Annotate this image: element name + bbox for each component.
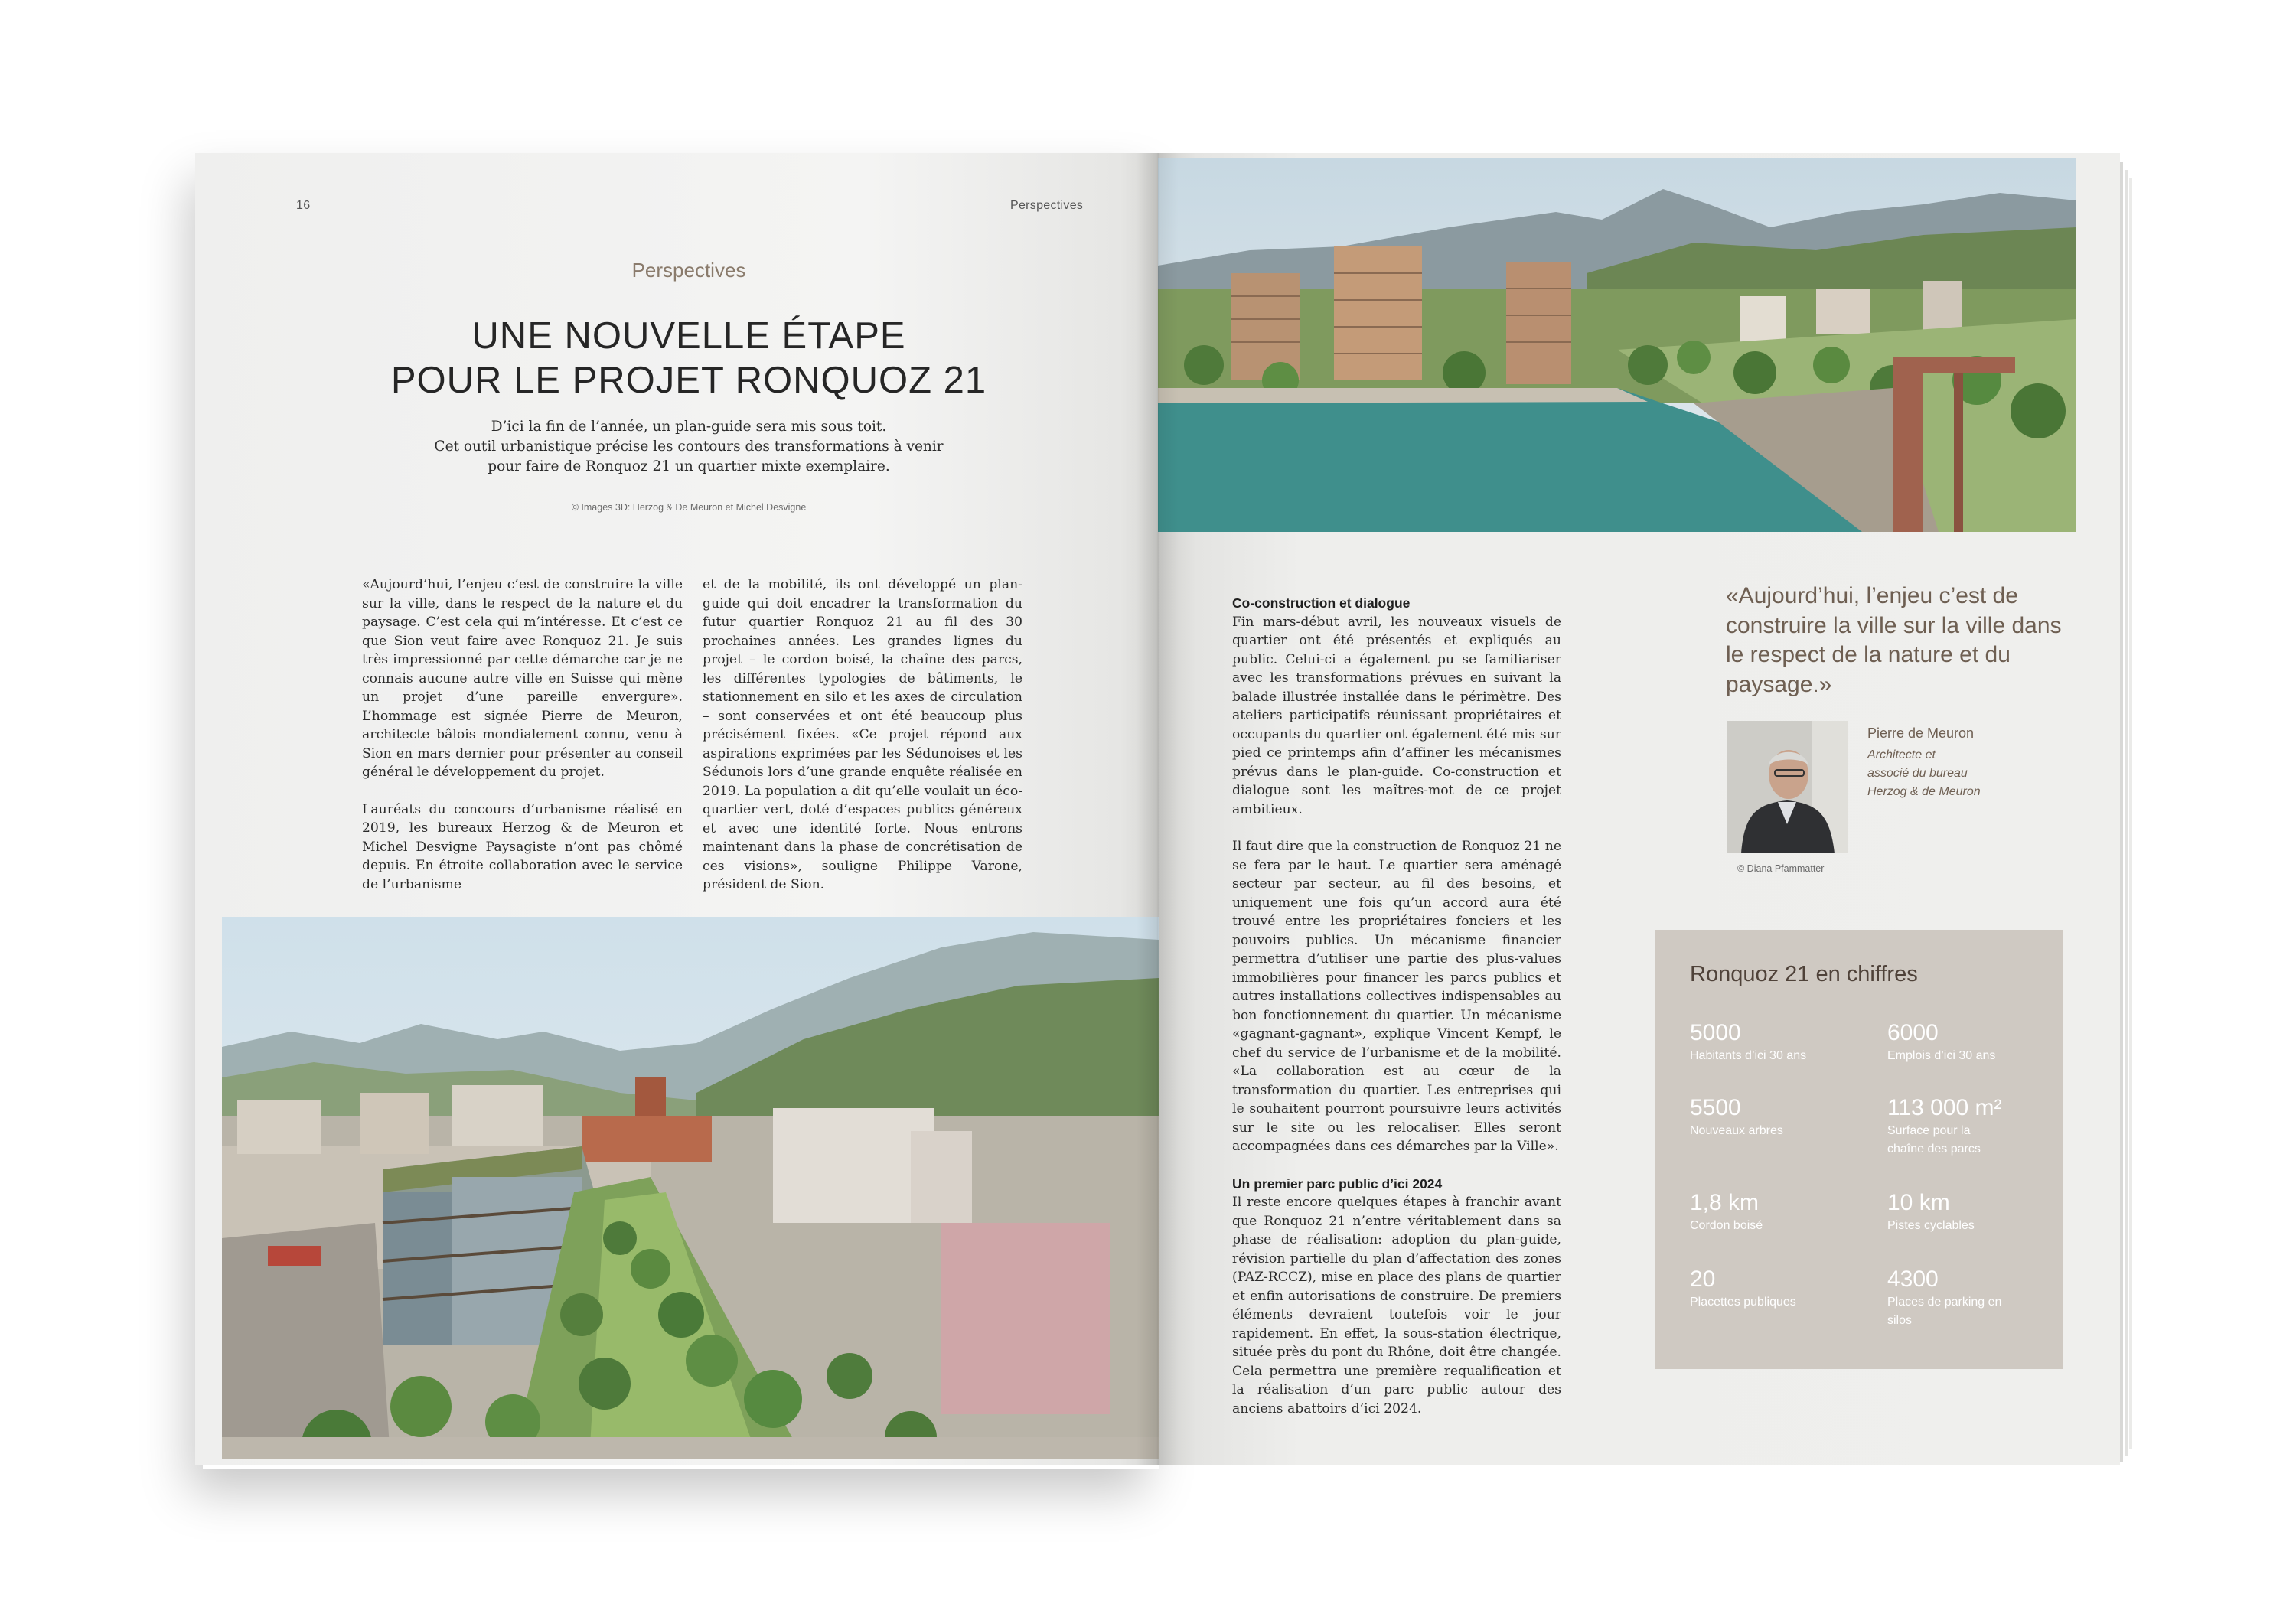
- person-role: [1867, 746, 2051, 801]
- article-lead: [360, 417, 1018, 477]
- portrait-photo: [1727, 721, 1848, 853]
- subheading: Co-construction et dialogue: [1232, 595, 1411, 611]
- stat-label: Habitants d’ici 30 ans: [1690, 1049, 1807, 1062]
- paragraph: et de la mobilité, ils ont développé un plan-guide qui doit encadrer la transformation du futur quartier Ronquoz 21 au fil des 30 prochaines années. Les grandes lignes du projet – le cordon boisé, la chaîne des parcs, les différentes typologies de bâtiments, le stationnement en silo et les axes de circulation – sont conservées et ont été beaucoup plus précisément fixées. «Ce projet répond aux aspirations exprimées par les Sédunoises et les Sédunois lors d’une grande enquête réalisée en 2019. La population a dit qu’elle voulait un éco-quartier vert, doté d’espaces publics généreux et avec une identité forte. Nous entrons maintenant dans la phase de concrétisation de ces visions», souligne Philippe Varone, président de Sion.: [703, 577, 1022, 892]
- riverside-rendering-illustration: [1158, 158, 2076, 532]
- stat-label: Cordon boisé: [1690, 1219, 1763, 1232]
- right-body-column: [1232, 594, 1561, 1436]
- stat-number: 4300: [1887, 1267, 1939, 1292]
- stat-label: Pistes cyclables: [1887, 1219, 1975, 1232]
- article-title: [360, 314, 1018, 403]
- stats-title: Ronquoz 21 en chiffres: [1690, 962, 1918, 986]
- stat-number: 6000: [1887, 1020, 1939, 1045]
- portrait-credit: © Diana Pfammatter: [1737, 863, 1825, 874]
- paragraph: Fin mars-début avril, les nouveaux visuels de quartier ont été présentés et expliqués au public. Celui-ci a également pu se familiariser avec les transformations prévues en suivant la balade illustrée installée dans le périmètre. Des ateliers participatifs réunissant propriétaires et occupants du quartier ont également été mis sur pied ce printemps afin d’affiner les mécanismes prévus dans le plan-guide. Co-construction et dialogue sont les maîtres-mot de ce projet ambitieux.: [1232, 614, 1561, 817]
- stat-item: [1887, 1019, 2025, 1065]
- stats-box: [1655, 930, 2063, 1369]
- aerial-rendering-photo: [222, 917, 1159, 1459]
- stat-item: [1690, 1266, 1828, 1312]
- page-number: 16: [296, 199, 311, 212]
- running-head: Perspectives: [1010, 199, 1084, 212]
- person-name: Pierre de Meuron: [1867, 725, 1975, 741]
- stat-number: 1,8 km: [1690, 1190, 1760, 1215]
- stat-item: [1887, 1094, 2002, 1159]
- paragraph: «Aujourd’hui, l’enjeu c’est de construire la ville sur la ville, dans le respect de la nature et du paysage. C’est cela qui m’intéresse. Et c’est ce que Sion veut faire avec Ronquoz 21. Je suis très impressionné par cette démarche car je ne connais aucune autre ville en Suisse qui mène un projet d’une pareille envergure». L’hommage est signée Pierre de Meuron, architecte bâlois mondialement connu, venu à Sion en mars dernier pour présenter au conseil général le développement du projet.: [362, 577, 683, 780]
- portrait-illustration: [1727, 721, 1848, 853]
- stat-item: [1690, 1094, 1828, 1140]
- title-line: UNE NOUVELLE ÉTAPE: [471, 315, 906, 357]
- page-edge: [2129, 178, 2132, 1449]
- stat-label: Placettes publiques: [1690, 1296, 1796, 1309]
- paragraph: Il faut dire que la construction de Ronquoz 21 ne se fera par le haut. Le quartier sera aménagé secteur par secteur, au fil des besoins, et uniquement une fois qu’un accord aura été trouvé entre les propriétaires fonciers et les pouvoirs publics. Un mécanisme financier permettra d’utiliser une partie des plus-values immobilières pour financer les parcs publics et autres installations collectives indispensables au bon fonctionnement du quartier. Un mécanisme «gagnant-gagnant», explique Vincent Kempf, le chef du service de l’urbanisme et de la mobilité. «La collaboration est au cœur de la transformation du quartier. Les entreprises qui le souhaitent pourront poursuivre leurs activités sur le site ou les relocaliser. Elles seront accompagnées dans ces démarches par la Ville».: [1232, 839, 1561, 1154]
- subheading: Un premier parc public d’ici 2024: [1232, 1175, 1443, 1192]
- stat-number: 20: [1690, 1267, 1716, 1292]
- page-edge: [2125, 170, 2128, 1456]
- stat-label: Emplois d’ici 30 ans: [1887, 1049, 1996, 1062]
- lead-line: pour faire de Ronquoz 21 un quartier mixte exemplaire.: [488, 458, 890, 474]
- role-line: Architecte et: [1867, 748, 1936, 761]
- image-credit: © Images 3D: Herzog & De Meuron et Michel Desvigne: [571, 502, 807, 513]
- lead-line: Cet outil urbanistique précise les contours des transformations à venir: [434, 438, 944, 455]
- spine-gutter: [1137, 153, 1179, 1465]
- stat-label: Places de parking en silos: [1887, 1296, 2002, 1327]
- stat-item: [1887, 1189, 2025, 1235]
- stat-number: 113 000 m²: [1887, 1095, 2002, 1120]
- body-column-2: [703, 575, 1022, 913]
- paragraph: Lauréats du concours d’urbanisme réalisé en 2019, les bureaux Herzog & de Meuron et Michel Desvigne Paysagiste n’ont pas chômé depuis. En étroite collaboration avec le service de l’urbanisme: [362, 801, 683, 892]
- stat-label: Surface pour la chaîne des parcs: [1887, 1124, 1981, 1156]
- stat-item: [1690, 1189, 1828, 1235]
- pull-quote: «Aujourd’hui, l’enjeu c’est de construire la ville sur la ville dans le respect de la nature et du paysage.»: [1726, 583, 2062, 697]
- body-column-1: [362, 575, 683, 912]
- role-line: associé du bureau: [1867, 767, 1968, 780]
- section-kicker: Perspectives: [631, 259, 746, 282]
- stat-item: [1690, 1019, 1828, 1065]
- stat-number: 10 km: [1887, 1190, 1950, 1215]
- stat-number: 5000: [1690, 1020, 1741, 1045]
- stat-number: 5500: [1690, 1095, 1741, 1120]
- role-line: Herzog & de Meuron: [1867, 785, 1981, 798]
- title-line: POUR LE PROJET RONQUOZ 21: [390, 360, 987, 401]
- aerial-rendering-illustration: [222, 917, 1159, 1459]
- page-edge: [2120, 162, 2123, 1462]
- paragraph: Il reste encore quelques étapes à franchir avant que Ronquoz 21 n’entre véritablement dans sa phase de réalisation: adoption du plan-guide, révision partielle du plan d’affectation des zones (PAZ-RCCZ), mise en place des plans de quartier et enfin autorisations de construire. De premiers éléments devraient toutefois voir le jour rapidement. En effet, la sous-station électrique, située près du pont du Rhône, doit être changée. Cela permettra une première requalification et la réalisation d’un parc public autour des anciens abattoirs d’ici 2024.: [1232, 1195, 1561, 1417]
- stat-label: Nouveaux arbres: [1690, 1124, 1783, 1137]
- stat-item: [1887, 1266, 2002, 1330]
- riverside-rendering-photo: [1158, 158, 2076, 532]
- lead-line: D’ici la fin de l’année, un plan-guide sera mis sous toit.: [491, 419, 887, 435]
